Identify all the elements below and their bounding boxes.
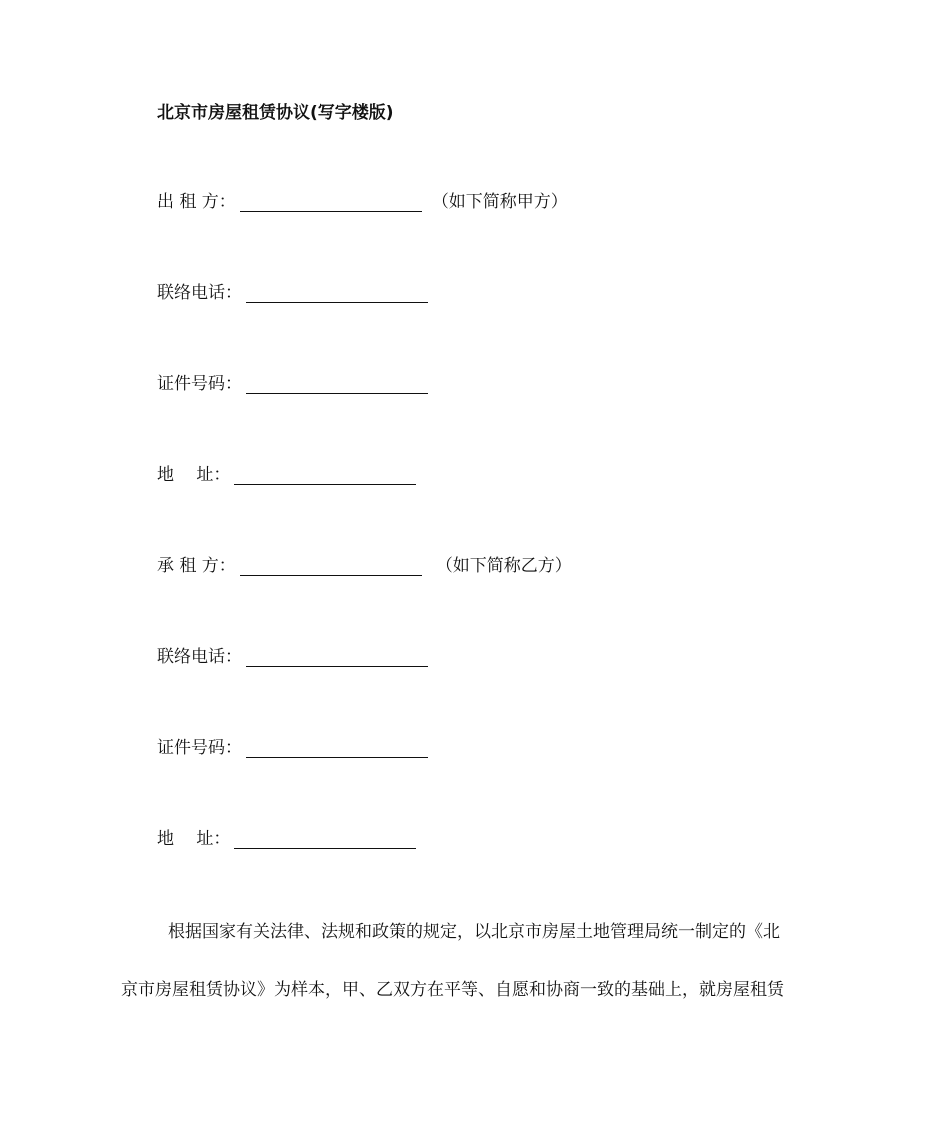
document-title: 北京市房屋租赁协议(写字楼版)	[157, 103, 394, 123]
field-label: 证件号码：	[157, 374, 242, 394]
blank-line	[240, 191, 422, 212]
paragraph-line: 京市房屋租赁协议》为样本，甲、乙双方在平等、自愿和协商一致的基础上，就房屋租赁	[121, 980, 784, 1000]
field-note: （如下简称乙方）	[435, 556, 572, 576]
field-label: 联络电话：	[157, 647, 242, 667]
field-label: 承 租 方：	[157, 556, 236, 576]
field-label: 地 址：	[157, 465, 231, 485]
field-label: 出 租 方：	[157, 192, 236, 212]
field-label: 联络电话：	[157, 283, 242, 303]
lessor-name-field	[157, 188, 568, 212]
blank-line	[240, 555, 422, 576]
blank-line	[246, 646, 428, 667]
blank-line	[246, 737, 428, 758]
lessor-phone-field	[157, 279, 428, 303]
lessee-phone-field	[157, 643, 428, 667]
field-note: （如下简称甲方）	[431, 192, 568, 212]
paragraph-line: 根据国家有关法律、法规和政策的规定，以北京市房屋土地管理局统一制定的《北	[168, 922, 780, 942]
lessee-name-field	[157, 552, 572, 576]
field-label: 地 址：	[157, 829, 231, 849]
blank-line	[246, 373, 428, 394]
lessor-address-field	[157, 461, 416, 485]
blank-line	[246, 282, 428, 303]
lessor-id-field	[157, 370, 428, 394]
field-label: 证件号码：	[157, 738, 242, 758]
blank-line	[234, 828, 416, 849]
lessee-id-field	[157, 734, 428, 758]
blank-line	[234, 464, 416, 485]
lessee-address-field	[157, 825, 416, 849]
